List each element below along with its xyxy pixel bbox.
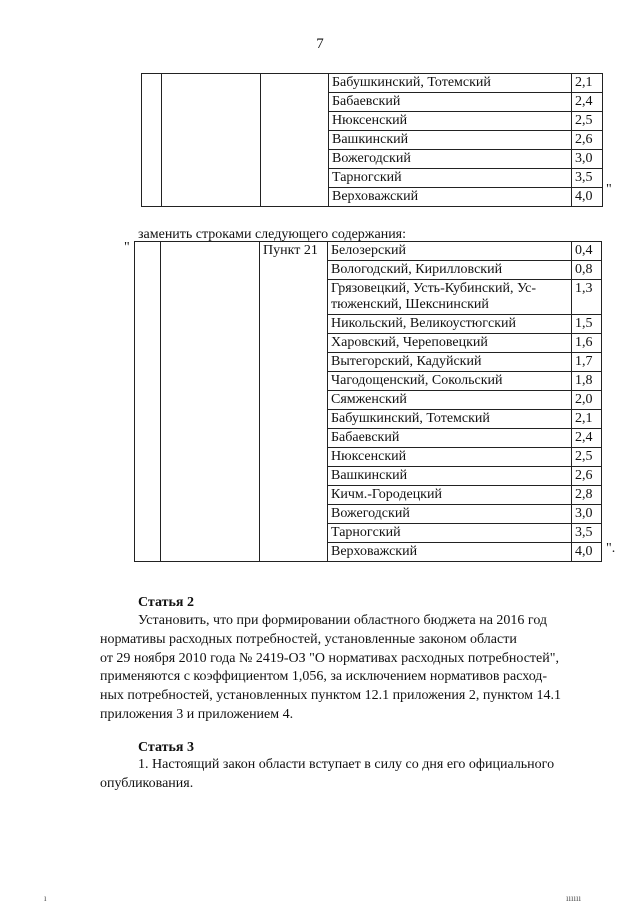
district-cell: Вашкинский xyxy=(329,131,572,150)
table-new-col-item: Пункт 21 xyxy=(260,242,328,562)
article2-line: Установить, что при формировании областного бюджета на 2016 год xyxy=(138,613,548,628)
district-cell: Нюксенский xyxy=(329,112,572,131)
table-new xyxy=(134,241,602,562)
district-cell: Верховажский xyxy=(329,188,572,207)
table-old-col-empty-b xyxy=(162,74,261,207)
district-cell: Бабаевский xyxy=(328,429,572,448)
value-cell: 2,0 xyxy=(572,391,602,410)
table-old-col-item xyxy=(261,74,329,207)
value-cell: 2,6 xyxy=(572,467,602,486)
article3-line: 1. Настоящий закон области вступает в силу со дня его официального xyxy=(138,757,555,772)
value-cell: 1,5 xyxy=(572,315,602,334)
table-new-col-empty-a xyxy=(135,242,161,562)
district-cell: Тарногский xyxy=(328,524,572,543)
table-row xyxy=(142,74,603,93)
value-cell: 2,4 xyxy=(572,429,602,448)
value-cell: 3,0 xyxy=(572,150,603,169)
value-cell: 3,0 xyxy=(572,505,602,524)
district-cell: Белозерский xyxy=(328,242,572,261)
article2-line: от 29 ноября 2010 года № 2419-ОЗ "О нормативах расходных потребностей", xyxy=(100,650,559,666)
article3-heading: Статья 3 xyxy=(138,740,194,755)
district-cell: Сямженский xyxy=(328,391,572,410)
district-cell: Вологодский, Кирилловский xyxy=(328,261,572,280)
article3-text xyxy=(100,756,603,794)
district-cell: Грязовецкий, Усть-Кубинский, Ус-тюженский, Шекснинский xyxy=(328,280,572,315)
table-old-col-empty-a xyxy=(142,74,162,207)
district-cell: Вожегодский xyxy=(329,150,572,169)
article2-line: нормативы расходных потребностей, установленные законом области xyxy=(100,631,517,647)
replace-instruction: заменить строками следующего содержания: xyxy=(138,227,407,242)
value-cell: 2,6 xyxy=(572,131,603,150)
district-cell: Вашкинский xyxy=(328,467,572,486)
footer-left-mark: ı xyxy=(44,893,47,903)
table-new-opening-quote: " xyxy=(124,240,130,255)
value-cell: 3,5 xyxy=(572,524,602,543)
article2-line: приложения 3 и приложением 4. xyxy=(100,706,294,722)
district-cell: Вытегорский, Кадуйский xyxy=(328,353,572,372)
article2-text xyxy=(100,612,603,725)
footer-right-mark: ıııııı xyxy=(566,893,582,903)
value-cell: 2,5 xyxy=(572,112,603,131)
district-cell: Бабушкинский, Тотемский xyxy=(329,74,572,93)
article3-line: опубликования. xyxy=(100,775,194,791)
table-new-col-empty-b xyxy=(161,242,260,562)
value-cell: 4,0 xyxy=(572,543,602,562)
district-cell: Чагодощенский, Сокольский xyxy=(328,372,572,391)
value-cell: 2,1 xyxy=(572,410,602,429)
table-old xyxy=(141,73,603,207)
page-number: 7 xyxy=(316,36,324,52)
value-cell: 1,7 xyxy=(572,353,602,372)
district-cell: Вожегодский xyxy=(328,505,572,524)
district-cell: Нюксенский xyxy=(328,448,572,467)
table-row xyxy=(135,242,602,261)
value-cell: 1,3 xyxy=(572,280,602,315)
article2-heading: Статья 2 xyxy=(138,595,194,610)
value-cell: 2,5 xyxy=(572,448,602,467)
table-old-closing-quote: " xyxy=(606,182,612,197)
district-cell: Кичм.-Городецкий xyxy=(328,486,572,505)
table-new-closing-quote: ". xyxy=(606,541,616,556)
value-cell: 1,8 xyxy=(572,372,602,391)
district-cell: Бабаевский xyxy=(329,93,572,112)
value-cell: 2,8 xyxy=(572,486,602,505)
district-cell: Никольский, Великоустюгский xyxy=(328,315,572,334)
value-cell: 0,4 xyxy=(572,242,602,261)
district-cell: Бабушкинский, Тотемский xyxy=(328,410,572,429)
article2-line: ных потребностей, установленных пунктом 12.1 приложения 2, пунктом 14.1 xyxy=(100,688,561,704)
value-cell: 4,0 xyxy=(572,188,603,207)
value-cell: 2,1 xyxy=(572,74,603,93)
district-cell: Верховажский xyxy=(328,543,572,562)
article2-line: применяются с коэффициентом 1,056, за исключением нормативов расход- xyxy=(100,669,548,685)
value-cell: 2,4 xyxy=(572,93,603,112)
value-cell: 1,6 xyxy=(572,334,602,353)
district-cell: Харовский, Череповецкий xyxy=(328,334,572,353)
value-cell: 0,8 xyxy=(572,261,602,280)
district-cell: Тарногский xyxy=(329,169,572,188)
value-cell: 3,5 xyxy=(572,169,603,188)
